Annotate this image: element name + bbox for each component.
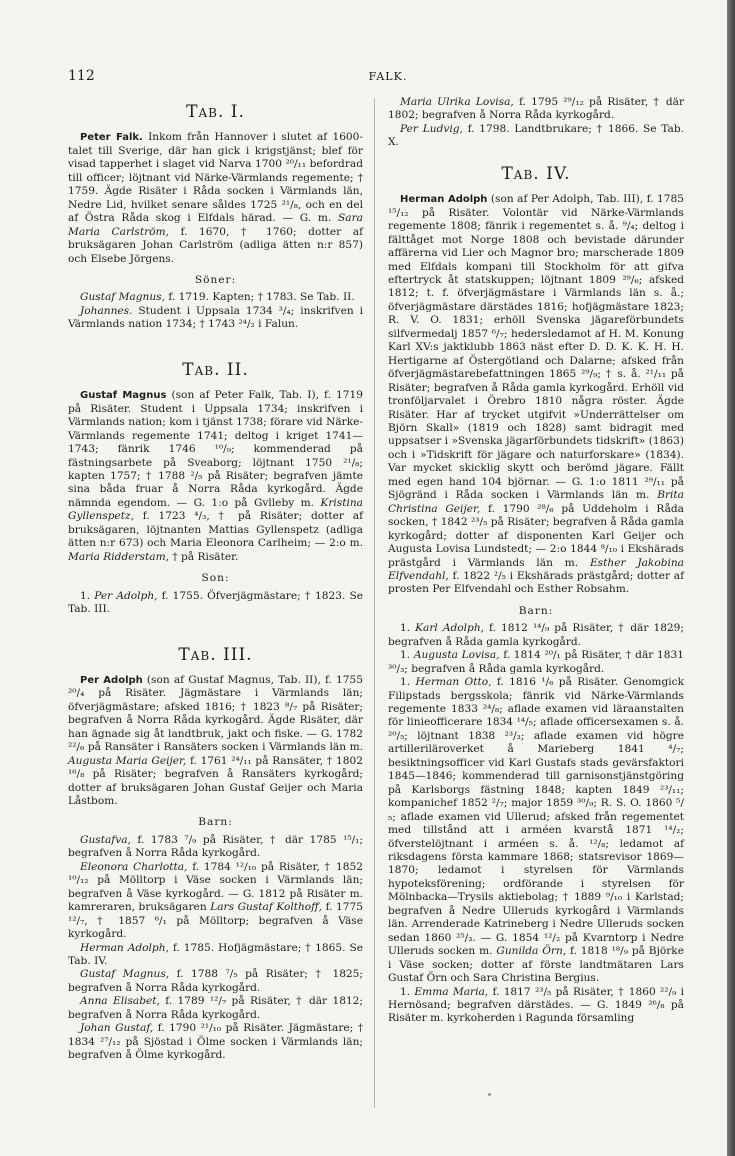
child-text: f. 1788 ⁷/₅ på Risäter; † 1825; begrafven å Norra Råda kyrkogård. (68, 968, 363, 994)
child-name: Per Adolph, (94, 589, 158, 602)
child-name: Herman Otto, (415, 676, 492, 689)
child-number: 1. (400, 622, 416, 635)
spouse-name: Lars Gustaf Kolthoff, (210, 901, 323, 914)
child-text: f. 1817 ²³/₅ på Risäter, † 1860 ²²/₉ i Hernösand; begrafven därstädes. — G. 1849 ²⁶/₈ på Risäter m. kyrkoherden i Ragunda församling (388, 985, 684, 1025)
entry-text: f. 1723 ⁴/₃, † på Risäter; dotter af bruksägaren, löjtnanten Mattias Gyllenspetz (adliga ätten n:r 673) och Maria Eleonora Carlheim; — 2:o m. (68, 510, 363, 550)
entry-text: (son af Peter Falk, Tab. I), f. 1719 på Risäter. Student i Uppsala 1734; inskrifven i Värmlands nation; kom i tjänst 1738; förare vid Närke-Värmlands regemente 1741; deltog i kriget 1741—1743; fänrik 1746 ¹⁰/₉; kommenderad på fästningsarbete på Sveaborg; löjtnant 1750 ²¹/₈; kapten 1757; † 1788 ²/₅ på Risäter; begrafven jämte sina båda fruar å Norra Råda kyrkogård. Ägde nämnda egendom. — G. 1:o på Gvlleby m. (68, 389, 363, 509)
tab-heading-3: Tab. III. (178, 644, 253, 665)
page-edge-shadow (727, 0, 735, 1156)
entry-peter-falk (68, 131, 363, 266)
child-name: Eleonora Charlotta, (80, 860, 188, 873)
entry-text: Inkom från Hannover i slutet af 1600-talet till Sverige, där han gick i krigstjänst; blef för visad tapperhet i slaget vid Narva 1700 ²⁰/₁₁ befordrad till officer; löjtnant vid Närke-Värmlands regemente; † 1759. Ägde Risäter i Råda socken i Värmlands län, Nedre Lid, hvilket senare såldes 1725 ²¹/₈, och en del af Östra Råda skog i Elfdals härad. — G. m. (68, 131, 363, 225)
child-entry (68, 291, 363, 304)
entry-text: f. 1790 ²⁸/₆ på Uddeholm i Råda socken, † 1842 ²³/₅ på Risäter; begrafven å Råda gamla kyrkogård; dotter af disponenten Karl Geijer och Augusta Lovisa Lundstedt; — 2:o 1844 ⁸/₁₀ i Ekshärads prästgård i Värmlands län m. (388, 502, 684, 569)
child-entry (68, 942, 363, 969)
entry-per-adolph (68, 674, 363, 809)
entry-text: (son af Per Adolph, Tab. III), f. 1785 ¹⁵/₁₂ på Risäter. Volontär vid Närke-Värmlands regemente 1808; fänrik i regementet s. å. ⁹/₄; deltog i fälttåget mot Norge 1808 och bevistade därunder affärerna vid Lier och Magnor bro; marscherade 1809 med Elfdals kompani till Stockholm för att gifva eftertryck åt statskuppen; löjtnant 1809 ²⁹/₆; afsked 1812; t. f. öfverjägmästare i Värmlands län s. å.; öfverjägmästare därstädes 1816; hofjägmästare 1823; R. V. O. 1831; erhöll Svenska jägareförbundets silfvermedalj 1857 ⁶/₇; hedersledamot af H. M. Konung Karl XV:s jaktklubb 1863 näst efter D. D. K. K. H. H. Hertigarne af Östergötland och Dalarne; afsked från öfverjägmästarebefattningen 1865 ²⁹/₉; † s. å. ²¹/₁₁ på Risäter; begrafven å Råda gamla kyrkogård. Erhöll vid tronföljarvalet i Örebro 1810 några röster. Ägde Risäter. Har af trycket utgifvit »Underrättelser om Björn Skall» (1819 och 1828) samt bidragit med uppsatser i »Svenska jägarförbundets tidskrift» (1863) och i »Tidskrift för jägare och naturforskare» (1834). Var mycket skicklig skytt och berömd jägare. Fällt med egen hand 104 björnar. — G. 1:o 1811 ²⁹/₁₁ på Sjögränd i Råda socken i Värmlands län m. (388, 193, 684, 502)
child-name: Herman Adolph, (80, 941, 169, 954)
child-text: f. 1812 ¹⁴/₉ på Risäter, † där 1829; begrafven å Råda gamla kyrkogård. (388, 622, 684, 648)
entry-text: f. 1670, † 1760; dotter af bruksägaren Johan Carlström (adliga ätten n:r 857) och Elsebe Jörgens. (68, 225, 363, 265)
tab-heading-2: Tab. II. (182, 359, 249, 380)
spouse-name: Brita Christina Geijer, (388, 489, 684, 515)
child-entry (388, 676, 684, 985)
child-name: Gustaf Magnus, (80, 291, 165, 304)
entry-name: Peter Falk. (80, 132, 143, 144)
child-text: f. 1755. Öfverjägmästare; † 1823. Se Tab. III. (68, 589, 363, 616)
children-label: Son: (201, 572, 230, 585)
child-text: f. 1818 ¹⁸/₉ på Björke i Väse socken; dotter af förste landtmätaren Lars Gustaf Örn och Sara Christina Bergius. (388, 945, 684, 985)
child-entry (388, 123, 684, 150)
child-name: Emma Maria, (414, 985, 489, 998)
child-name: Anna Elisabet, (80, 995, 160, 1008)
child-number: 1. (80, 589, 95, 602)
spouse-name: Augusta Maria Geijer, (68, 754, 187, 767)
column-divider (374, 98, 375, 1108)
child-text: f. 1816 ¹/₆ på Risäter. Genomgick Filipstads bergsskola; fänrik vid Närke-Värmlands regemente 1833 ²⁴/₈; aflade examen vid läraanstalten för linieofficerare 1834 ¹⁴/₅; aflade officersexamen s. å. ²⁰/₅; löjtnant 1838 ²³/₃; aflade examen vid högre artilleriläroverket å Marieberg 1841 ⁴/₇; besiktningsofficer vid Karl Gustafs stads gevärsfaktori 1845—1846; kommenderad till garnisonstjänstgöring på Karlsborgs fästning 1848; kapten 1849 ²³/₁₁; kompanichef 1852 ²/₇; major 1859 ³⁰/₉; R. S. O. 1860 ⁵/₅; aflade examen vid Ullerud; afsked från regementet med tillstånd att i arméen kvarstå 1871 ¹⁴/₂; öfverstelöjtnant i arméen s. å. ¹²/₈; ledamot af riksdagens första kammare 1868; statsrevisor 1869—1870; ledamot i styrelsen för Värmlands hypoteksförening; ordförande i styrelsen för Mölnbacka—Trysils aktiebolag; † 1889 ⁹/₁₀ i Karlstad; begrafven å Nedre Ulleruds kyrkogård i Värmlands län. Arrenderade Katrineberg i Nedre Ulleruds socken sedan 1860 ²⁵/₃. — G. 1854 ¹²/₂ på Kvarntorp i Nedre Ulleruds socken m. (388, 676, 684, 958)
entry-herman-adolph (388, 193, 684, 597)
page-header (68, 68, 708, 88)
child-text: f. 1719. Kapten; † 1783. Se Tab. II. (164, 291, 355, 304)
child-number: 1. (400, 649, 414, 662)
child-number: 1. (400, 985, 415, 998)
child-text: f. 1814 ²⁰/₁ på Risäter, † där 1831 ³⁰/₃; begrafven å Råda gamla kyrkogård. (388, 649, 684, 675)
page-number: 112 (68, 68, 95, 84)
child-entry (388, 986, 684, 1026)
entry-name: Per Adolph (80, 674, 143, 686)
tab-heading-4: Tab. IV. (501, 163, 571, 184)
child-name: Augusta Lovisa, (413, 649, 500, 662)
child-name: Karl Adolph, (415, 622, 485, 635)
left-column (68, 96, 363, 1063)
spouse-name: Esther Jakobina Elfvendahl, (388, 556, 684, 582)
entry-gustaf-magnus (68, 389, 363, 564)
right-column (388, 96, 684, 1026)
entry-name: Herman Adolph (400, 194, 488, 206)
spouse-name: Sara Maria Carlström, (68, 212, 363, 238)
entry-name: Gustaf Magnus (80, 390, 167, 402)
child-entry (68, 834, 363, 861)
child-entry (68, 968, 363, 995)
child-text: f. 1795 ²⁹/₁₂ på Risäter, † där 1802; begrafven å Norra Råda kyrkogård. (388, 96, 685, 122)
child-text: Student i Uppsala 1734 ³/₄; inskrifven i Värmlands nation 1734; † 1743 ²⁴/₂ i Falun. (68, 304, 363, 331)
child-entry (68, 305, 363, 332)
child-entry (68, 995, 363, 1022)
ink-speck (488, 1093, 491, 1096)
child-text: f. 1775 ¹²/₇, † 1857 ⁶/₁ på Mölltorp; begrafven å Väse kyrkogård. (68, 901, 364, 941)
child-name: Gustafva, (80, 833, 131, 846)
child-text: f. 1783 ⁷/₉ på Risäter, † där 1785 ¹⁵/₁; begrafven å Norra Råda kyrkogård. (68, 833, 363, 860)
child-text: f. 1785. Hofjägmästare; † 1865. Se Tab. IV. (68, 941, 364, 968)
child-text: f. 1798. Landtbrukare; † 1866. Se Tab. X. (388, 122, 684, 149)
child-entry (388, 96, 684, 123)
entry-text: f. 1761 ²⁴/₁₁ på Ransäter, † 1802 ¹⁶/₈ på Risäter; begrafven å Ransäters kyrkogård; dotter af bruksägaren Johan Gustaf Geijer och Maria Låstbom. (68, 754, 363, 808)
child-entry (68, 590, 363, 617)
child-name: Gustaf Magnus, (80, 968, 170, 981)
spouse-name: Gunilda Örn, (496, 945, 567, 958)
entry-text: (son af Gustaf Magnus, Tab. II), f. 1755 ²⁰/₄ på Risäter. Jägmästare i Värmlands län; öfverjägmästare; afsked 1816; † 1823 ⁸/₇ på Risäter; begrafven å Norra Råda kyrkogård. Ägde Risäter, där han ägnade sig åt landtbruk, jakt och fiske. — G. 1782 ²²/₆ på Ransäter i Ransäters socken i Värmlands län m. (68, 673, 363, 754)
child-text: f. 1790 ²¹/₁₀ på Risäter. Jägmästare; † 1834 ²⁷/₁₂ på Sjöstad i Ölme socken i Värmlands län; begrafven å Ölme kyrkogård. (68, 1022, 363, 1062)
child-text: f. 1784 ¹²/₁₀ på Risäter, † 1852 ¹⁰/₁₂ på Mölltorp i Väse socken i Värmlands län; begrafven å Väse kyrkogård. — G. 1812 på Risäter m. kamreraren, bruksägaren (68, 860, 363, 914)
spouse-name: Maria Ridderstam, (68, 550, 169, 563)
child-number: 1. (400, 676, 416, 689)
child-name: Maria Ulrika Lovisa, (400, 96, 514, 108)
child-entry (68, 1022, 363, 1062)
children-label: Barn: (198, 816, 233, 829)
child-name: Johan Gustaf, (80, 1022, 154, 1035)
child-name: Per Ludvig, (400, 122, 463, 135)
children-label: Barn: (518, 604, 554, 617)
tab-heading-1: Tab. I. (186, 102, 245, 122)
entry-text: f. 1822 ²/₅ i Ekshärads prästgård; dotter af prosten Per Elfvendahl och Esther Robsahm. (388, 569, 684, 596)
children-label: Söner: (194, 273, 237, 286)
spouse-name: Kristina Gyllenspetz, (68, 496, 363, 523)
child-text: f. 1789 ¹²/₇ på Risäter, † där 1812; begrafven å Norra Råda kyrkogård. (68, 995, 363, 1021)
child-entry (388, 622, 684, 649)
child-entry (68, 861, 363, 942)
child-entry (388, 649, 684, 676)
child-name: Johannes. (80, 304, 133, 317)
entry-text: † på Risäter. (168, 550, 239, 563)
running-title: FALK. (368, 70, 408, 83)
